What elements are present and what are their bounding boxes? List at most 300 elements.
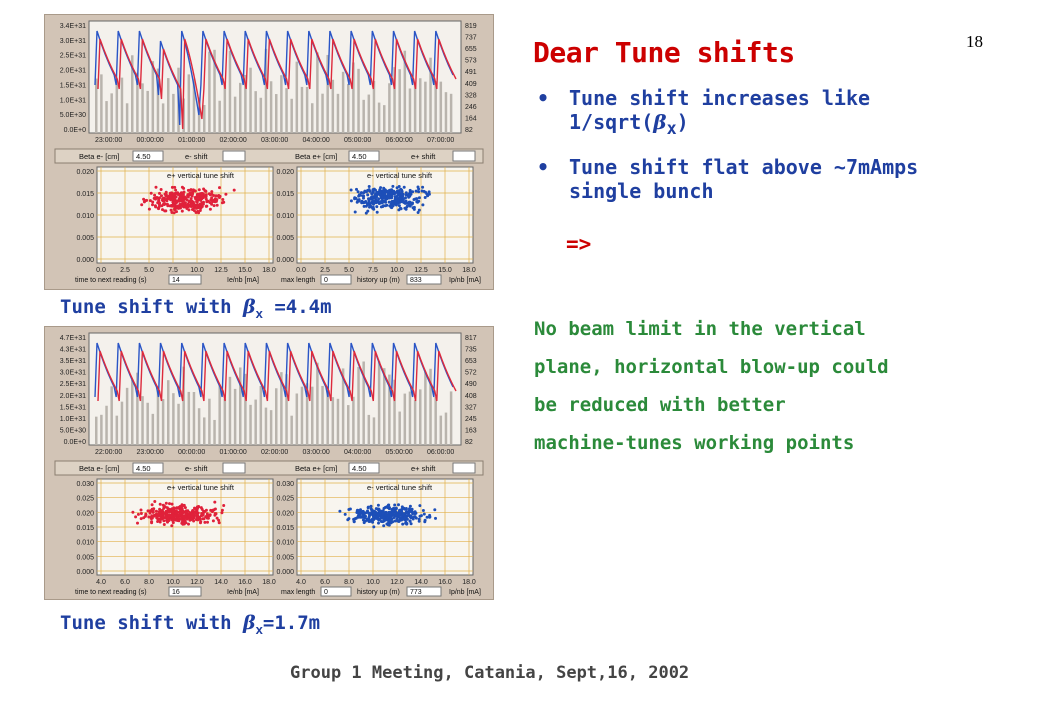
left-scatter-point [170,204,173,207]
ie-label: Ie/nb [mA] [227,277,259,284]
right-scatter-point [357,190,360,193]
left-scatter-point [215,512,218,515]
history-y-tick: 2.0E+31 [59,67,86,75]
right-scatter-point [374,189,377,192]
left-scatter-x-tick: 10.0 [190,267,204,274]
history-bar [414,400,417,445]
left-scatter-point [145,199,148,202]
right-scatter-point [374,515,377,518]
left-scatter-point [157,518,160,521]
history-up-value: 833 [410,277,422,284]
beta-eminus-label: Beta e- [cm] [79,464,120,473]
subscript-x: x [255,621,263,637]
right-scatter-point [401,523,404,526]
left-scatter-point [191,200,194,203]
left-scatter-point [218,521,221,524]
history-bar [275,388,278,445]
right-scatter-y-tick: 0.020 [276,169,294,176]
left-scatter-point [173,199,176,202]
left-scatter-point [187,195,190,198]
right-scatter-point [386,506,389,509]
right-scatter-point [367,199,370,202]
right-scatter-point [422,509,425,512]
subscript-x: x [255,305,263,321]
left-scatter-point [153,194,156,197]
right-scatter-point [363,511,366,514]
right-scatter-point [372,525,375,528]
left-scatter-point [182,193,185,196]
left-scatter-point [210,203,213,206]
left-scatter-y-tick: 0.015 [76,191,94,198]
right-scatter-x-tick: 2.5 [320,267,330,274]
right-scatter-point [355,511,358,514]
left-scatter-point [192,188,195,191]
history-bar [239,83,242,133]
right-scatter-point [405,523,408,526]
next-reading-value: 16 [172,589,180,596]
right-scatter-point [383,196,386,199]
history-bar [409,89,412,133]
left-scatter-point [173,208,176,211]
left-scatter-point [137,513,140,516]
left-scatter-point [196,199,199,202]
left-scatter-point [185,513,188,516]
right-scatter-point [428,514,431,517]
history-x-tick: 23:00:00 [95,137,123,144]
left-scatter-point [152,509,155,512]
right-scatter-point [363,516,366,519]
left-scatter-point [177,506,180,509]
history-bar [172,393,175,445]
history-y-tick: 5.0E+30 [59,112,86,120]
right-scatter-point [390,188,393,191]
history-bar [208,399,211,445]
max-length-label: max length [281,589,316,596]
bullet-dot: • [537,155,550,179]
left-scatter-point [195,211,198,214]
right-scatter-point [392,516,395,519]
left-scatter-point [158,192,161,195]
right-scatter-y-tick: 0.030 [276,481,294,488]
right-scatter-point [396,192,399,195]
history-bar [239,367,242,445]
right-scatter-point [383,507,386,510]
bullet-text: Tune shift increases like 1/sqrt( [569,86,871,134]
history-bar [450,391,453,445]
left-scatter-point [211,200,214,203]
history-bar [162,103,165,133]
caption-value: =4.4m [262,296,332,318]
history-bar [270,81,273,133]
history-y-tick: 1.0E+31 [59,97,86,105]
left-scatter-point [134,515,137,518]
left-scatter-y-tick: 0.020 [76,169,94,176]
right-scatter-y-tick: 0.020 [276,510,294,518]
right-scatter-point [372,200,375,203]
history-bar [316,52,319,133]
right-scatter-x-tick: 7.5 [368,267,378,274]
left-scatter-point [162,510,165,513]
history-y-tick: 0.0E+0 [63,439,86,446]
history-bar [188,74,191,133]
right-scatter-point [417,186,420,189]
history-bar [121,78,124,133]
history-bar [162,399,165,445]
history-right-tick: 655 [465,46,477,54]
left-scatter-point [199,521,202,524]
left-scatter-y-tick: 0.000 [76,257,94,264]
history-bar [301,87,304,133]
history-bar [321,94,324,133]
left-scatter-point [192,206,195,209]
left-scatter-point [159,521,162,524]
right-scatter-point [405,208,408,211]
history-bar [249,405,252,445]
ie-label: Ie/nb [mA] [227,589,259,596]
right-scatter-point [395,507,398,510]
right-scatter-point [410,203,413,206]
history-bar [254,400,257,445]
left-scatter-point [224,193,227,196]
history-y-tick: 1.0E+31 [59,415,86,423]
right-scatter-point [379,191,382,194]
right-scatter-x-tick: 4.0 [296,579,306,586]
left-scatter-point [206,512,209,515]
history-bar [301,387,304,445]
left-scatter-point [187,514,190,517]
right-scatter-point [382,524,385,527]
history-bar [347,84,350,133]
right-scatter-x-tick: 5.0 [344,267,354,274]
history-bar [388,83,391,133]
history-bar [116,81,119,133]
history-bar [404,394,407,445]
bullet-item [537,86,957,141]
right-scatter-point [426,516,429,519]
bullet-item [537,155,957,203]
left-scatter-point [190,197,193,200]
left-scatter-x-tick: 6.0 [120,579,130,586]
left-scatter-x-tick: 12.0 [190,579,204,586]
left-scatter-point [182,510,185,513]
history-bar [321,386,324,445]
left-scatter-x-tick: 14.0 [214,579,228,586]
left-scatter-y-tick: 0.020 [76,510,94,518]
left-scatter-point [213,501,216,504]
right-scatter-point [418,520,421,523]
history-bar [311,387,314,445]
history-bar [316,363,319,445]
right-scatter-x-tick: 10.0 [366,579,380,586]
left-scatter-point [203,521,206,524]
left-scatter-point [205,195,208,198]
history-x-tick: 00:00:00 [178,449,206,456]
right-scatter-point [403,512,406,515]
right-scatter-point [388,201,391,204]
history-y-tick: 4.3E+31 [59,346,86,354]
history-bar [172,94,175,133]
left-scatter-point [214,508,217,511]
left-scatter-point [209,208,212,211]
history-bar [203,105,206,133]
right-scatter-point [409,191,412,194]
history-bar [398,69,401,133]
left-scatter-point [144,514,147,517]
history-x-tick: 06:00:00 [385,137,413,144]
left-scatter-x-tick: 15.0 [238,267,252,274]
right-scatter-point [413,206,416,209]
right-scatter-point [400,189,403,192]
history-y-tick: 3.0E+31 [59,369,86,377]
history-bar [126,103,129,133]
history-bar [383,105,386,133]
right-scatter-point [421,203,424,206]
right-scatter-point [385,204,388,207]
right-scatter-point [377,508,380,511]
left-scatter-point [206,521,209,524]
right-scatter-point [423,513,426,516]
history-bar [357,367,360,445]
right-scatter-point [402,201,405,204]
history-x-tick: 22:00:00 [95,449,123,456]
left-scatter-point [222,504,225,507]
right-scatter-point [365,205,368,208]
history-bar [332,80,335,133]
history-right-tick: 735 [465,346,477,354]
left-scatter-point [140,203,143,206]
history-x-tick: 07:00:00 [427,137,455,144]
history-right-tick: 246 [465,103,477,111]
right-scatter-y-tick: 0.025 [276,495,294,503]
left-scatter-point [150,520,153,523]
ip-label: Ip/nb [mA] [449,277,481,284]
right-scatter-point [392,509,395,512]
left-scatter-point [160,188,163,191]
history-right-tick: 737 [465,34,477,42]
right-scatter-point [371,521,374,524]
right-scatter-point [398,185,401,188]
history-bar [357,69,360,133]
left-scatter-point [175,519,178,522]
history-bar [434,397,437,445]
left-scatter-point [216,204,219,207]
right-scatter-point [398,511,401,514]
history-right-tick: 573 [465,57,477,65]
left-scatter-point [174,515,177,518]
left-scatter-point [165,502,168,505]
history-bar [110,386,113,445]
left-scatter-point [195,207,198,210]
monitor-screenshot-1 [44,14,494,290]
right-scatter-point [388,524,391,527]
history-bar [95,79,98,133]
left-scatter-point [221,509,224,512]
next-reading-label: time to next reading (s) [75,277,147,284]
right-scatter-point [398,204,401,207]
right-scatter-point [406,518,409,521]
left-scatter-point [151,503,154,506]
left-scatter-y-tick: 0.005 [76,554,94,562]
right-scatter-x-tick: 18.0 [462,267,476,274]
history-bar [424,82,427,133]
bullet-tail: ) [676,110,689,134]
left-scatter-point [150,192,153,195]
right-scatter-y-tick: 0.015 [276,191,294,198]
bullet-dot: • [537,86,550,110]
left-scatter-point [170,524,173,527]
history-y-tick: 3.0E+31 [59,37,86,45]
left-scatter-point [203,189,206,192]
left-scatter-x-tick: 7.5 [168,267,178,274]
left-scatter-point [191,192,194,195]
right-scatter-point [403,186,406,189]
right-scatter-point [390,206,393,209]
history-bar [131,380,134,445]
caption-value: =1.7m [262,612,321,634]
left-scatter-point [176,191,179,194]
left-scatter-x-tick: 18.0 [262,579,276,586]
right-scatter-point [410,522,413,525]
history-bar [224,399,227,445]
left-scatter-point [172,521,175,524]
beta-eplus-value: 4.50 [352,464,367,473]
right-scatter-point [424,196,427,199]
right-scatter-x-tick: 12.0 [390,579,404,586]
right-scatter-point [368,188,371,191]
history-y-tick: 0.0E+0 [63,127,86,134]
right-scatter-point [421,190,424,193]
eminus-shift-toggle [223,463,245,473]
left-scatter-x-tick: 0.0 [96,267,106,274]
right-scatter-point [377,522,380,525]
beta-eminus-label: Beta e- [cm] [79,152,120,161]
history-bar [177,404,180,445]
right-scatter-x-tick: 0.0 [296,267,306,274]
conclusion-line: be reduced with better [534,394,786,416]
left-scatter-y-tick: 0.000 [76,569,94,576]
right-scatter-point [391,185,394,188]
left-scatter-point [166,513,169,516]
right-scatter-point [408,201,411,204]
history-x-tick: 05:00:00 [344,137,372,144]
left-scatter-point [163,523,166,526]
left-scatter-point [154,205,157,208]
right-scatter-point [356,201,359,204]
bullet-text: Tune shift flat above ~7mAmps single bunch [569,155,919,203]
right-scatter-point [415,197,418,200]
left-scatter-point [196,506,199,509]
right-scatter-point [387,194,390,197]
left-scatter-point [191,512,194,515]
history-x-tick: 04:00:00 [344,449,372,456]
right-scatter-point [418,196,421,199]
right-scatter-point [417,211,420,214]
monitor-svg-1 [45,15,493,289]
left-scatter-point [149,199,152,202]
history-bar [378,103,381,133]
history-right-tick: 490 [465,381,477,389]
history-up-label: history up (m) [357,589,400,596]
history-x-tick: 04:00:00 [302,137,330,144]
eplus-shift-toggle [453,151,475,161]
right-scatter-point [370,192,373,195]
right-scatter-point [392,512,395,515]
right-scatter-point [364,520,367,523]
slide-title: Dear Tune shifts [533,36,795,69]
history-right-tick: 653 [465,358,477,366]
right-scatter-x-tick: 12.5 [414,267,428,274]
left-scatter-point [207,516,210,519]
left-scatter-point [205,509,208,512]
history-bar [450,94,453,133]
left-scatter-point [166,203,169,206]
right-scatter-point [408,510,411,513]
left-scatter-point [199,199,202,202]
right-scatter-point [383,193,386,196]
left-scatter-point [162,200,165,203]
right-scatter-point [353,520,356,523]
history-bar [260,98,263,133]
eplus-shift-label: e+ shift [411,464,436,473]
right-scatter-point [384,201,387,204]
left-scatter-point [166,517,169,520]
left-scatter-point [201,192,204,195]
history-bar [342,72,345,133]
right-scatter-point [350,199,353,202]
right-scatter-point [395,195,398,198]
right-scatter-point [373,512,376,515]
right-scatter-x-tick: 10.0 [390,267,404,274]
left-scatter-point [210,190,213,193]
right-scatter-point [405,507,408,510]
monitor-svg-2 [45,327,493,599]
beta-eplus-label: Beta e+ [cm] [295,152,338,161]
right-scatter-point [407,194,410,197]
history-bar [296,394,299,445]
history-bar [275,94,278,133]
right-scatter-point [394,513,397,516]
left-scatter-point [220,511,223,514]
left-scatter-point [170,191,173,194]
history-bar [332,397,335,445]
right-scatter-point [369,205,372,208]
history-bar [265,408,268,445]
right-scatter-point [401,505,404,508]
caption-text: Tune shift with [60,612,244,634]
left-scatter-point [136,522,139,525]
history-bar [152,61,155,133]
history-right-tick: 817 [465,335,477,342]
right-scatter-point [368,185,371,188]
beta-eminus-value: 4.50 [136,464,151,473]
left-scatter-point [196,193,199,196]
next-reading-label: time to next reading (s) [75,589,147,596]
history-x-tick: 05:00:00 [385,449,413,456]
left-scatter-point [215,200,218,203]
monitor-screenshot-2 [44,326,494,600]
slide-number: 18 [966,32,983,51]
right-scatter-x-tick: 8.0 [344,579,354,586]
left-scatter-point [233,189,236,192]
caption-panel-2 [60,612,320,637]
left-scatter-point [221,198,224,201]
right-scatter-point [367,518,370,521]
left-scatter-y-tick: 0.010 [76,539,94,547]
left-scatter-point [201,195,204,198]
right-scatter-point [347,517,350,520]
right-scatter-y-tick: 0.000 [276,257,294,264]
left-scatter-point [198,188,201,191]
